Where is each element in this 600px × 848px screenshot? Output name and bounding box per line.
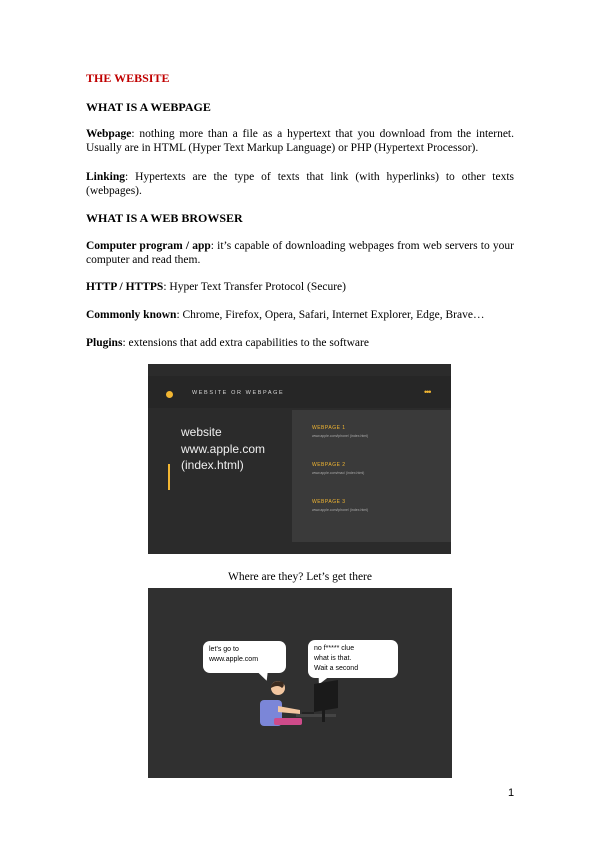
accent-bar [168, 464, 170, 490]
website-label: website www.apple.com (index.html) [181, 425, 266, 472]
section-heading-webpage: WHAT IS A WEBPAGE [86, 100, 211, 114]
webpage-item [312, 499, 372, 513]
slide-website-or-webpage [148, 364, 451, 554]
webpage-desc: www.apple.com/iphone/ (index.html) [312, 434, 369, 438]
paragraph-plugins [86, 336, 514, 350]
definition-plugins: : extensions that add extra capabilities to the software [122, 337, 369, 349]
webpage-title: WEBPAGE 1 [312, 425, 346, 431]
monitor-stand-shape [322, 710, 325, 722]
speech-bubble-left: let’s go to www.apple.com [203, 641, 286, 673]
term-webpage: Webpage [86, 128, 132, 140]
section-heading-browser: WHAT IS A WEB BROWSER [86, 211, 243, 225]
more-dots-icon: ••• [424, 387, 431, 397]
paragraph-known [86, 308, 514, 322]
webpages-panel [292, 410, 451, 542]
webpage-item [312, 462, 372, 476]
speech-bubble-right: no f***** clue what is that. Wait a second [308, 640, 398, 678]
definition-http: : Hyper Text Transfer Protocol (Secure) [163, 281, 346, 293]
definition-webpage: : nothing more than a file as a hypertext that you download from the internet. Usually are in HTML (Hyper Text Markup Language) or PHP (Hypertext Processor). [86, 128, 514, 154]
webpage-desc: www.apple.com/iphone/ (index.html) [312, 508, 369, 512]
figure-caption: Where are they? Let’s get there [228, 571, 372, 583]
person-at-computer-illustration [256, 678, 348, 728]
definition-program: : it’s capable of downloading webpages from web servers to your computer and read them. [86, 240, 514, 266]
webpage-title: WEBPAGE 2 [312, 462, 346, 468]
term-known: Commonly known [86, 309, 177, 321]
term-plugins: Plugins [86, 337, 123, 349]
definition-known: : Chrome, Firefox, Opera, Safari, Internet Explorer, Edge, Brave… [176, 309, 485, 321]
term-http: HTTP / HTTPS [86, 281, 164, 293]
pants-shape [274, 718, 302, 725]
paragraph-program [86, 239, 514, 267]
slide-title: WEBSITE OR WEBPAGE [192, 390, 285, 396]
document-title: THE WEBSITE [86, 71, 170, 85]
page-number: 1 [508, 787, 515, 799]
paragraph-linking [86, 170, 514, 198]
paragraph-webpage [86, 127, 514, 155]
keyboard-shape [302, 712, 314, 714]
term-linking: Linking [86, 171, 125, 183]
webpage-item [312, 425, 372, 439]
monitor-shape [314, 680, 338, 712]
term-program: Computer program / app [86, 240, 211, 252]
desk-shape [296, 714, 336, 717]
slide-lets-get-there [148, 588, 452, 778]
definition-linking: : Hypertexts are the type of texts that link (with hyperlinks) to other texts (webpages). [86, 171, 514, 197]
webpage-desc: www.apple.com/mac/ (index.html) [312, 471, 365, 475]
webpage-title: WEBPAGE 3 [312, 499, 346, 505]
yellow-dot-icon [166, 391, 173, 398]
paragraph-http [86, 280, 514, 294]
